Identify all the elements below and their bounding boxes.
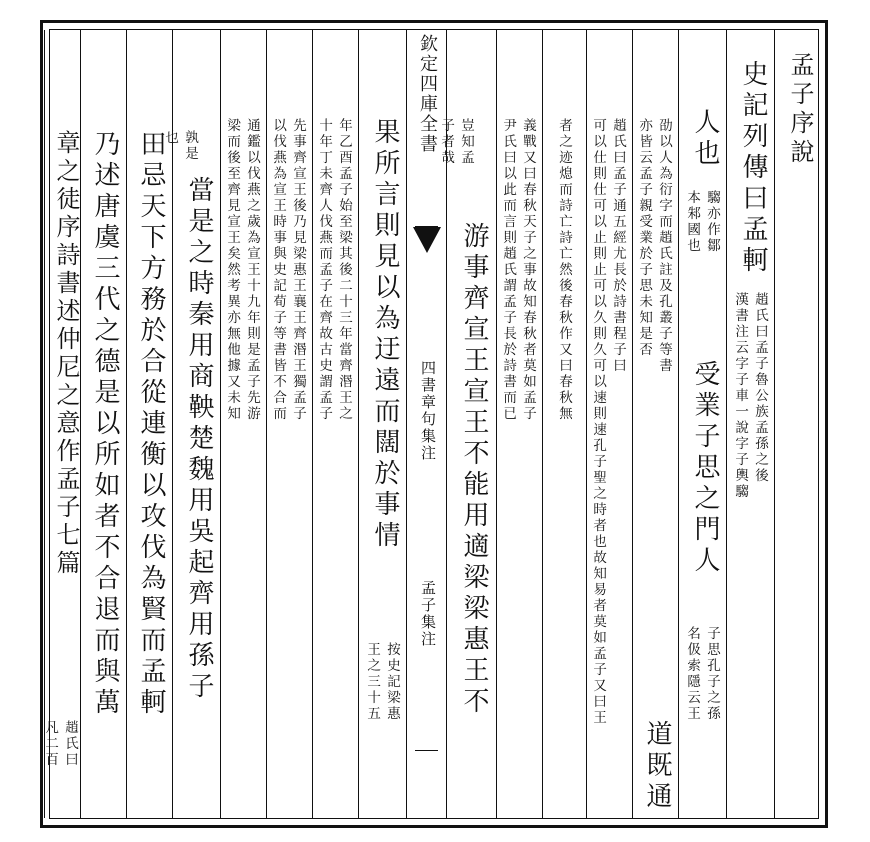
annotation-right: 豈知孟 — [458, 118, 474, 166]
annotation-pair — [683, 626, 720, 722]
center-book-name: 四書章句集注 — [419, 360, 437, 462]
annotation-left: 王之三十五 — [364, 642, 381, 722]
annotation-pair — [635, 118, 672, 374]
main-text: 道既通 — [642, 720, 672, 813]
annotation-right: 孰是 — [182, 130, 198, 162]
title-column — [774, 30, 818, 818]
annotation-left: 十年丁未齊人伐燕而孟子在齊故古史謂孟子 — [316, 118, 333, 422]
text-column-l6 — [80, 30, 126, 818]
annotation-pair — [315, 118, 352, 422]
text-column-r4 — [542, 30, 586, 818]
text-column-r6 — [438, 30, 496, 818]
annotation-pair — [499, 118, 536, 422]
annotation-right: 年乙酉孟子始至梁其後二十三年當齊湣王之 — [336, 118, 352, 422]
annotation-left: 也 — [162, 130, 179, 146]
center-header: 欽定四庫全書 — [417, 34, 438, 154]
annotation-right: 通鑑以伐燕之歲為宣王十九年則是孟子先游 — [244, 118, 260, 422]
center-column — [406, 30, 446, 818]
annotation-right: 趙氏曰孟子魯公族孟孫之後 — [752, 292, 768, 484]
annotation-left: 亦皆云孟子親受業於子思未知是否 — [636, 118, 653, 358]
text-column-l4 — [162, 30, 220, 818]
main-text: 受業子思之門人 — [690, 360, 720, 577]
text-column-r3 — [586, 30, 632, 818]
annotation-pair — [731, 292, 768, 500]
main-text: 田忌天下方務於合從連衡以攻伐為賢而孟軻 — [136, 130, 166, 719]
annotation-right: 先事齊宣王後乃見梁惠王襄王齊湣王獨孟子 — [290, 118, 306, 422]
main-text: 乃述唐虞三代之德是以所如者不合退而與萬 — [90, 130, 120, 719]
fish-tail-mark — [413, 227, 441, 253]
annotation-right: 趙氏曰孟子通五經尤長於詩書程子曰 — [610, 118, 626, 374]
annotation-text: 者之迹熄而詩亡詩亡然後春秋作又曰春秋無 — [556, 118, 572, 422]
main-text: 人也 — [690, 108, 720, 170]
main-text: 果所言則見以為迂遠而闊於事情 — [370, 118, 400, 552]
annotation-left: 尹氏曰以此而言則趙氏謂孟子長於詩書而已 — [500, 118, 517, 422]
text-column-l7 — [44, 30, 80, 818]
text-column-l3 — [220, 30, 266, 818]
main-text: 章之徒序詩書述仲尼之意作孟子七篇 — [52, 130, 80, 578]
annotation-pair — [269, 118, 306, 422]
page-frame — [42, 29, 819, 819]
annotation-right: 騶亦作鄒 — [704, 190, 720, 254]
document-page — [40, 20, 828, 828]
main-text: 史記列傳曰孟軻 — [738, 60, 768, 277]
text-column-r1 — [678, 30, 726, 818]
annotation-left: 本邾國也 — [684, 190, 701, 254]
center-footer: 孟子集注 — [419, 580, 437, 648]
annotation-right: 劭以人為衍字而趙氏註及孔叢子等書 — [656, 118, 672, 374]
annotation-pair — [363, 642, 400, 722]
annotation-left: 名伋索隱云王 — [684, 626, 701, 722]
main-text: 游事齊宣王宣王不能用適梁梁惠王不 — [459, 222, 489, 718]
text-column-r2 — [632, 30, 678, 818]
annotation-left: 漢書注云字子車一說字子輿騶 — [732, 292, 749, 500]
annotation-right: 趙氏曰 — [62, 720, 78, 768]
annotation-left: 梁而後至齊見宣王矣然考異亦無他據又未知 — [224, 118, 241, 422]
annotation-left: 可以仕則仕可以止則止可以久則久可以速則速孔子聖之時者也故知易者莫如孟子又曰王 — [590, 118, 607, 726]
annotation-right: 子思孔子之孫 — [704, 626, 720, 722]
text-column-l1 — [312, 30, 358, 818]
text-column-r0 — [726, 30, 774, 818]
annotation-pair — [223, 118, 260, 422]
annotation-pair — [683, 190, 720, 254]
annotation-right: 按史記梁惠 — [384, 642, 400, 722]
annotation-left: 凡二百 — [42, 720, 59, 768]
main-text: 當是之時秦用商鞅楚魏用吳起齊用孫子 — [184, 176, 214, 703]
annotation-pair — [589, 118, 626, 818]
annotation-left: 子者哉 — [438, 118, 455, 166]
annotation-left: 以伐燕為宣王時事與史記荀子等書皆不合而 — [270, 118, 287, 422]
text-column-l5 — [126, 30, 172, 818]
annotation-pair — [41, 720, 78, 768]
annotation-right: 義戰又曰春秋天子之事故知春秋者莫如孟子 — [520, 118, 536, 422]
text-column-l0 — [358, 30, 406, 818]
center-rule — [415, 750, 438, 751]
text-column-l2 — [266, 30, 312, 818]
text-column-r5 — [496, 30, 542, 818]
document-title: 孟子序說 — [786, 52, 814, 168]
